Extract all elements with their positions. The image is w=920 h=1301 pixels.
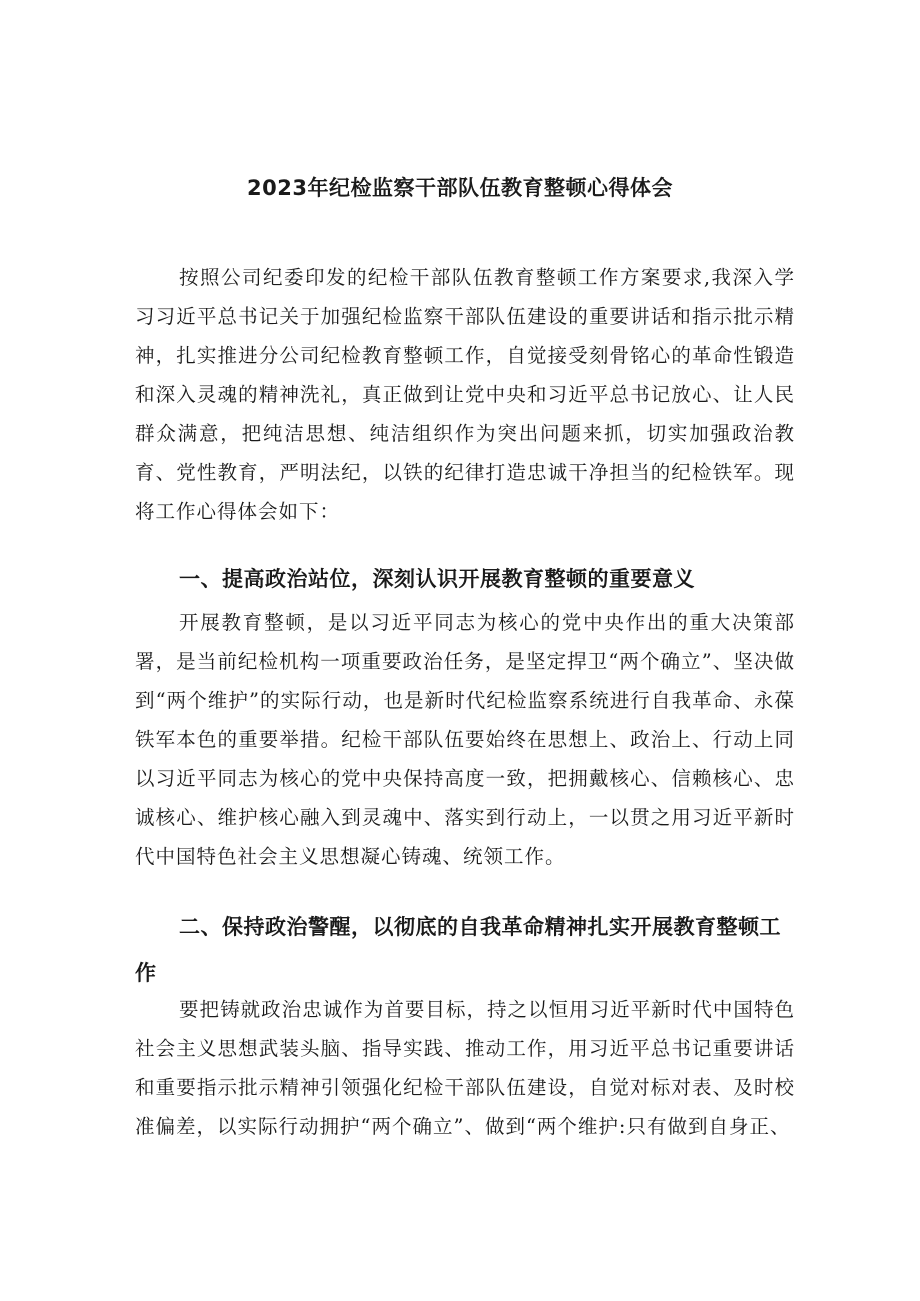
section-2-heading: 二、保持政治警醒，以彻底的自我革命精神扎实开展教育整顿工作 [135,915,781,985]
document-title: 2023年纪检监察干部队伍教育整顿心得体会 [247,176,673,200]
section-2-paragraph: 要把铸就政治忠诚作为首要目标，持之以恒用习近平新时代中国特色社会主义思想武装头脑、指导实践、推动工作，用习近平总书记重要讲话和重要指示批示精神引领强化纪检干部队伍建设，自觉对标对表、及时校准偏差，以实际行动拥护“两个确立”、做到“两个维护:只有做到自身正、 [135,998,795,1138]
section-1-paragraph: 开展教育整顿，是以习近平同志为核心的党中央作出的重大决策部署，是当前纪检机构一项重要政治任务，是坚定捍卫“两个确立”、坚决做到“两个维护”的实际行动，也是新时代纪检监察系统进行自我革命、永葆铁军本色的重要举措。纪检干部队伍要始终在思想上、政治上、行动上同以习近平同志为核心的党中央保持高度一致，把拥戴核心、信赖核心、忠诚核心、维护核心融入到灵魂中、落实到行动上，一以贯之用习近平新时代中国特色社会主义思想凝心铸魂、统领工作。 [135,611,795,868]
section-1-heading: 一、提高政治站位，深刻认识开展教育整顿的重要意义 [179,567,695,591]
intro-paragraph: 按照公司纪委印发的纪检干部队伍教育整顿工作方案要求,我深入学习习近平总书记关于加强纪检监察干部队伍建设的重要讲话和指示批示精神，扎实推进分公司纪检教育整顿工作，自觉接受刻骨铭心的革命性锻造和深入灵魂的精神洗礼，真正做到让党中央和习近平总书记放心、让人民群众满意，把纯洁思想、纯洁组织作为突出问题来抓，切实加强政治教育、党性教育，严明法纪，以铁的纪律打造忠诚干净担当的纪检铁军。现将工作心得体会如下： [135,266,795,523]
